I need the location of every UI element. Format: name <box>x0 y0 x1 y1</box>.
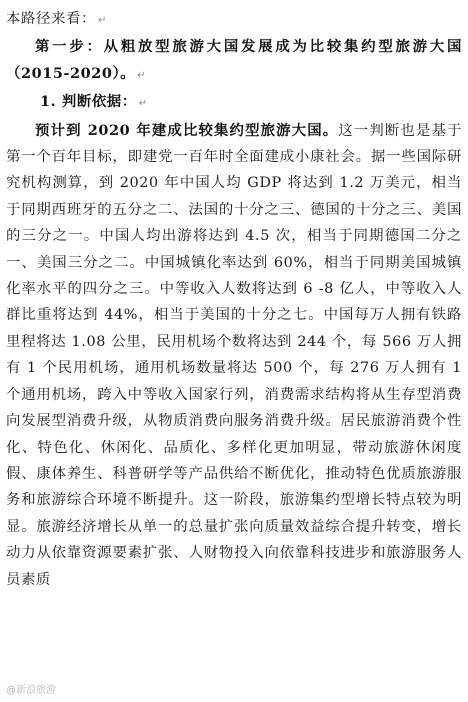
lead-sentence: 预计到 2020 年建成比较集约型旅游大国。 <box>35 121 339 139</box>
body-text: 这一判断也是基于第一个百年目标，即建党一百年时全面建成小康社会。据一些国际研究机构测算，到 2020 年中国人均 GDP 将达到 1.2 万美元，相当于同期西班牙的五分之二、法国的十分之三、德国的十分之三、美国的三分之一。中国人均出游将达到 4.5 次，相当于同期德国二分之一、美国三分之二。中国城镇化率达到 60%，相当于同期美国城镇化率水平的四分之三。中等收入人数将达到 6 -8 亿人，中等收入人群比重将达到 44%，相当于美国的十分之七。中国每万人拥有铁路里程将达 1.08 公里，民用机场个数将达到 244 个，每 566 万人拥有 1 个民用机场，通用机场数量将达 500 个，每 276 万人拥有 1 个通用机场，跨入中等收入国家行列，消费需求结构将从生存型消费向发展型消费升级，从物质消费向服务消费升级。居民旅游消费个性化、特色化、休闲化、品质化、多样化更加明显，带动旅游休闲度假、康体养生、科普研学等产品供给不断优化，推动特色优质旅游服务和旅游综合环境不断提升。这一阶段，旅游集约型增长特点较为明显。旅游经济增长从单一的总量扩张向质量效益综合提升转变，增长动力从依靠资源要素扩张、人财物投入向依靠科技进步和旅游服务人员素质 <box>6 122 462 588</box>
body-paragraph <box>0 118 468 593</box>
intro-line <box>0 6 468 34</box>
subheading <box>0 89 468 117</box>
watermark-logo: @新浪旅游 <box>6 685 56 696</box>
subheading-text: 1. 判断依据： <box>40 93 137 111</box>
paragraph-mark-icon: ↵ <box>138 98 148 110</box>
step-heading <box>0 34 468 89</box>
paragraph-mark-icon: ↵ <box>137 69 147 81</box>
intro-text: 本路径来看： <box>6 11 96 27</box>
step-heading-text: 第一步：从粗放型旅游大国发展成为比较集约型旅游大国（2015-2020）。 <box>6 38 462 82</box>
paragraph-mark-icon: ↵ <box>97 15 107 26</box>
